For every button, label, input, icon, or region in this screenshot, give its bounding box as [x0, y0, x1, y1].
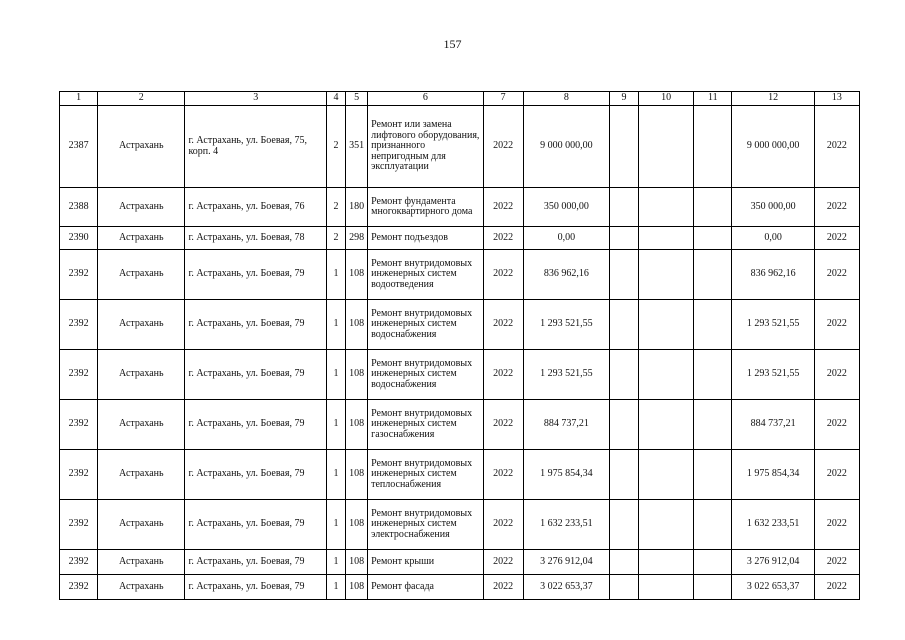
cell-year: 2022 [483, 500, 523, 550]
cell-address: г. Астрахань, ул. Боевая, 79 [185, 500, 327, 550]
column-header: 11 [694, 92, 732, 106]
cell-col5: 180 [346, 188, 368, 227]
column-header: 3 [185, 92, 327, 106]
cell-number: 2392 [60, 350, 98, 400]
cell-work-type: Ремонт внутридомовых инженерных систем теплоснабжения [368, 450, 483, 500]
table-row [60, 550, 860, 575]
cell-col4: 1 [326, 350, 345, 400]
cell-year: 2022 [483, 188, 523, 227]
table-row [60, 450, 860, 500]
cell-col9 [609, 400, 638, 450]
cell-col11 [694, 227, 732, 250]
cell-amount: 3 022 653,37 [523, 575, 609, 600]
cell-col11 [694, 500, 732, 550]
cell-col5: 351 [346, 106, 368, 188]
cell-col9 [609, 500, 638, 550]
cell-amount: 1 293 521,55 [523, 300, 609, 350]
cell-year: 2022 [483, 350, 523, 400]
cell-amount: 3 276 912,04 [523, 550, 609, 575]
table-row [60, 575, 860, 600]
cell-col5: 108 [346, 250, 368, 300]
column-header: 1 [60, 92, 98, 106]
cell-number: 2392 [60, 550, 98, 575]
column-header: 2 [98, 92, 185, 106]
cell-total: 9 000 000,00 [732, 106, 814, 188]
cell-municipality: Астрахань [98, 400, 185, 450]
cell-col9 [609, 450, 638, 500]
cell-year-end: 2022 [814, 450, 859, 500]
column-header: 7 [483, 92, 523, 106]
cell-total: 884 737,21 [732, 400, 814, 450]
cell-address: г. Астрахань, ул. Боевая, 79 [185, 400, 327, 450]
cell-number: 2392 [60, 400, 98, 450]
cell-work-type: Ремонт или замена лифтового оборудования, признанного непригодным для эксплуатации [368, 106, 483, 188]
cell-work-type: Ремонт внутридомовых инженерных систем водоотведения [368, 250, 483, 300]
cell-year: 2022 [483, 450, 523, 500]
cell-col4: 1 [326, 400, 345, 450]
cell-work-type: Ремонт фундамента многоквартирного дома [368, 188, 483, 227]
column-header: 12 [732, 92, 814, 106]
cell-address: г. Астрахань, ул. Боевая, 78 [185, 227, 327, 250]
cell-col9 [609, 188, 638, 227]
cell-amount: 350 000,00 [523, 188, 609, 227]
cell-address: г. Астрахань, ул. Боевая, 79 [185, 550, 327, 575]
cell-col11 [694, 450, 732, 500]
cell-col4: 1 [326, 500, 345, 550]
cell-col5: 108 [346, 575, 368, 600]
cell-address: г. Астрахань, ул. Боевая, 75, корп. 4 [185, 106, 327, 188]
cell-col5: 108 [346, 300, 368, 350]
cell-col11 [694, 550, 732, 575]
cell-amount: 1 293 521,55 [523, 350, 609, 400]
cell-total: 1 975 854,34 [732, 450, 814, 500]
cell-col10 [639, 550, 694, 575]
cell-municipality: Астрахань [98, 188, 185, 227]
cell-col10 [639, 227, 694, 250]
cell-col11 [694, 106, 732, 188]
cell-col10 [639, 106, 694, 188]
table-row [60, 350, 860, 400]
cell-address: г. Астрахань, ул. Боевая, 79 [185, 300, 327, 350]
table-row [60, 500, 860, 550]
cell-address: г. Астрахань, ул. Боевая, 79 [185, 450, 327, 500]
cell-municipality: Астрахань [98, 450, 185, 500]
cell-col10 [639, 250, 694, 300]
cell-municipality: Астрахань [98, 500, 185, 550]
cell-number: 2392 [60, 250, 98, 300]
cell-col9 [609, 106, 638, 188]
cell-total: 836 962,16 [732, 250, 814, 300]
cell-number: 2390 [60, 227, 98, 250]
cell-col11 [694, 575, 732, 600]
cell-work-type: Ремонт подъездов [368, 227, 483, 250]
cell-col10 [639, 350, 694, 400]
cell-year-end: 2022 [814, 575, 859, 600]
cell-year: 2022 [483, 227, 523, 250]
cell-amount: 1 632 233,51 [523, 500, 609, 550]
cell-amount: 836 962,16 [523, 250, 609, 300]
cell-year-end: 2022 [814, 500, 859, 550]
cell-year: 2022 [483, 300, 523, 350]
cell-col4: 1 [326, 450, 345, 500]
cell-col11 [694, 250, 732, 300]
cell-col10 [639, 450, 694, 500]
cell-amount: 884 737,21 [523, 400, 609, 450]
cell-municipality: Астрахань [98, 350, 185, 400]
cell-work-type: Ремонт фасада [368, 575, 483, 600]
cell-work-type: Ремонт внутридомовых инженерных систем газоснабжения [368, 400, 483, 450]
cell-year-end: 2022 [814, 550, 859, 575]
repair-program-table [59, 91, 860, 600]
cell-total: 1 293 521,55 [732, 300, 814, 350]
cell-col5: 108 [346, 550, 368, 575]
cell-col11 [694, 400, 732, 450]
column-header: 8 [523, 92, 609, 106]
cell-address: г. Астрахань, ул. Боевая, 79 [185, 350, 327, 400]
cell-col11 [694, 188, 732, 227]
cell-col5: 108 [346, 500, 368, 550]
cell-col11 [694, 350, 732, 400]
cell-work-type: Ремонт внутридомовых инженерных систем водоснабжения [368, 300, 483, 350]
cell-number: 2388 [60, 188, 98, 227]
column-header: 4 [326, 92, 345, 106]
cell-col9 [609, 250, 638, 300]
table-row [60, 300, 860, 350]
cell-amount: 1 975 854,34 [523, 450, 609, 500]
cell-col5: 108 [346, 450, 368, 500]
cell-col9 [609, 575, 638, 600]
cell-total: 1 632 233,51 [732, 500, 814, 550]
cell-number: 2387 [60, 106, 98, 188]
cell-col4: 1 [326, 250, 345, 300]
cell-year-end: 2022 [814, 250, 859, 300]
cell-col4: 1 [326, 300, 345, 350]
cell-work-type: Ремонт внутридомовых инженерных систем водоснабжения [368, 350, 483, 400]
cell-amount: 0,00 [523, 227, 609, 250]
column-header: 10 [639, 92, 694, 106]
cell-year: 2022 [483, 250, 523, 300]
cell-col4: 1 [326, 575, 345, 600]
column-header: 9 [609, 92, 638, 106]
cell-municipality: Астрахань [98, 550, 185, 575]
cell-year-end: 2022 [814, 188, 859, 227]
cell-total: 3 276 912,04 [732, 550, 814, 575]
cell-number: 2392 [60, 575, 98, 600]
cell-year: 2022 [483, 575, 523, 600]
cell-col9 [609, 350, 638, 400]
cell-total: 3 022 653,37 [732, 575, 814, 600]
cell-address: г. Астрахань, ул. Боевая, 79 [185, 575, 327, 600]
page-number: 157 [443, 37, 462, 51]
cell-col4: 2 [326, 188, 345, 227]
cell-work-type: Ремонт крыши [368, 550, 483, 575]
cell-number: 2392 [60, 500, 98, 550]
cell-year: 2022 [483, 400, 523, 450]
cell-col10 [639, 500, 694, 550]
cell-municipality: Астрахань [98, 300, 185, 350]
cell-number: 2392 [60, 300, 98, 350]
cell-total: 350 000,00 [732, 188, 814, 227]
cell-col9 [609, 227, 638, 250]
table-row [60, 250, 860, 300]
cell-municipality: Астрахань [98, 227, 185, 250]
cell-col10 [639, 400, 694, 450]
cell-col4: 2 [326, 227, 345, 250]
column-header: 13 [814, 92, 859, 106]
cell-address: г. Астрахань, ул. Боевая, 79 [185, 250, 327, 300]
cell-municipality: Астрахань [98, 575, 185, 600]
cell-col10 [639, 300, 694, 350]
cell-col5: 298 [346, 227, 368, 250]
cell-municipality: Астрахань [98, 250, 185, 300]
header-row [60, 92, 860, 106]
cell-col4: 2 [326, 106, 345, 188]
cell-year-end: 2022 [814, 400, 859, 450]
cell-col9 [609, 300, 638, 350]
table-row [60, 400, 860, 450]
cell-col10 [639, 575, 694, 600]
cell-total: 0,00 [732, 227, 814, 250]
cell-work-type: Ремонт внутридомовых инженерных систем электроснабжения [368, 500, 483, 550]
cell-number: 2392 [60, 450, 98, 500]
table-row [60, 227, 860, 250]
cell-col5: 108 [346, 350, 368, 400]
table-body [60, 106, 860, 600]
column-header: 6 [368, 92, 483, 106]
cell-year: 2022 [483, 550, 523, 575]
cell-year-end: 2022 [814, 300, 859, 350]
cell-col9 [609, 550, 638, 575]
cell-col5: 108 [346, 400, 368, 450]
cell-year-end: 2022 [814, 106, 859, 188]
cell-total: 1 293 521,55 [732, 350, 814, 400]
cell-col4: 1 [326, 550, 345, 575]
cell-amount: 9 000 000,00 [523, 106, 609, 188]
cell-year-end: 2022 [814, 350, 859, 400]
column-header: 5 [346, 92, 368, 106]
cell-municipality: Астрахань [98, 106, 185, 188]
cell-year: 2022 [483, 106, 523, 188]
cell-col11 [694, 300, 732, 350]
table-row [60, 188, 860, 227]
cell-col10 [639, 188, 694, 227]
cell-year-end: 2022 [814, 227, 859, 250]
table-row [60, 106, 860, 188]
cell-address: г. Астрахань, ул. Боевая, 76 [185, 188, 327, 227]
